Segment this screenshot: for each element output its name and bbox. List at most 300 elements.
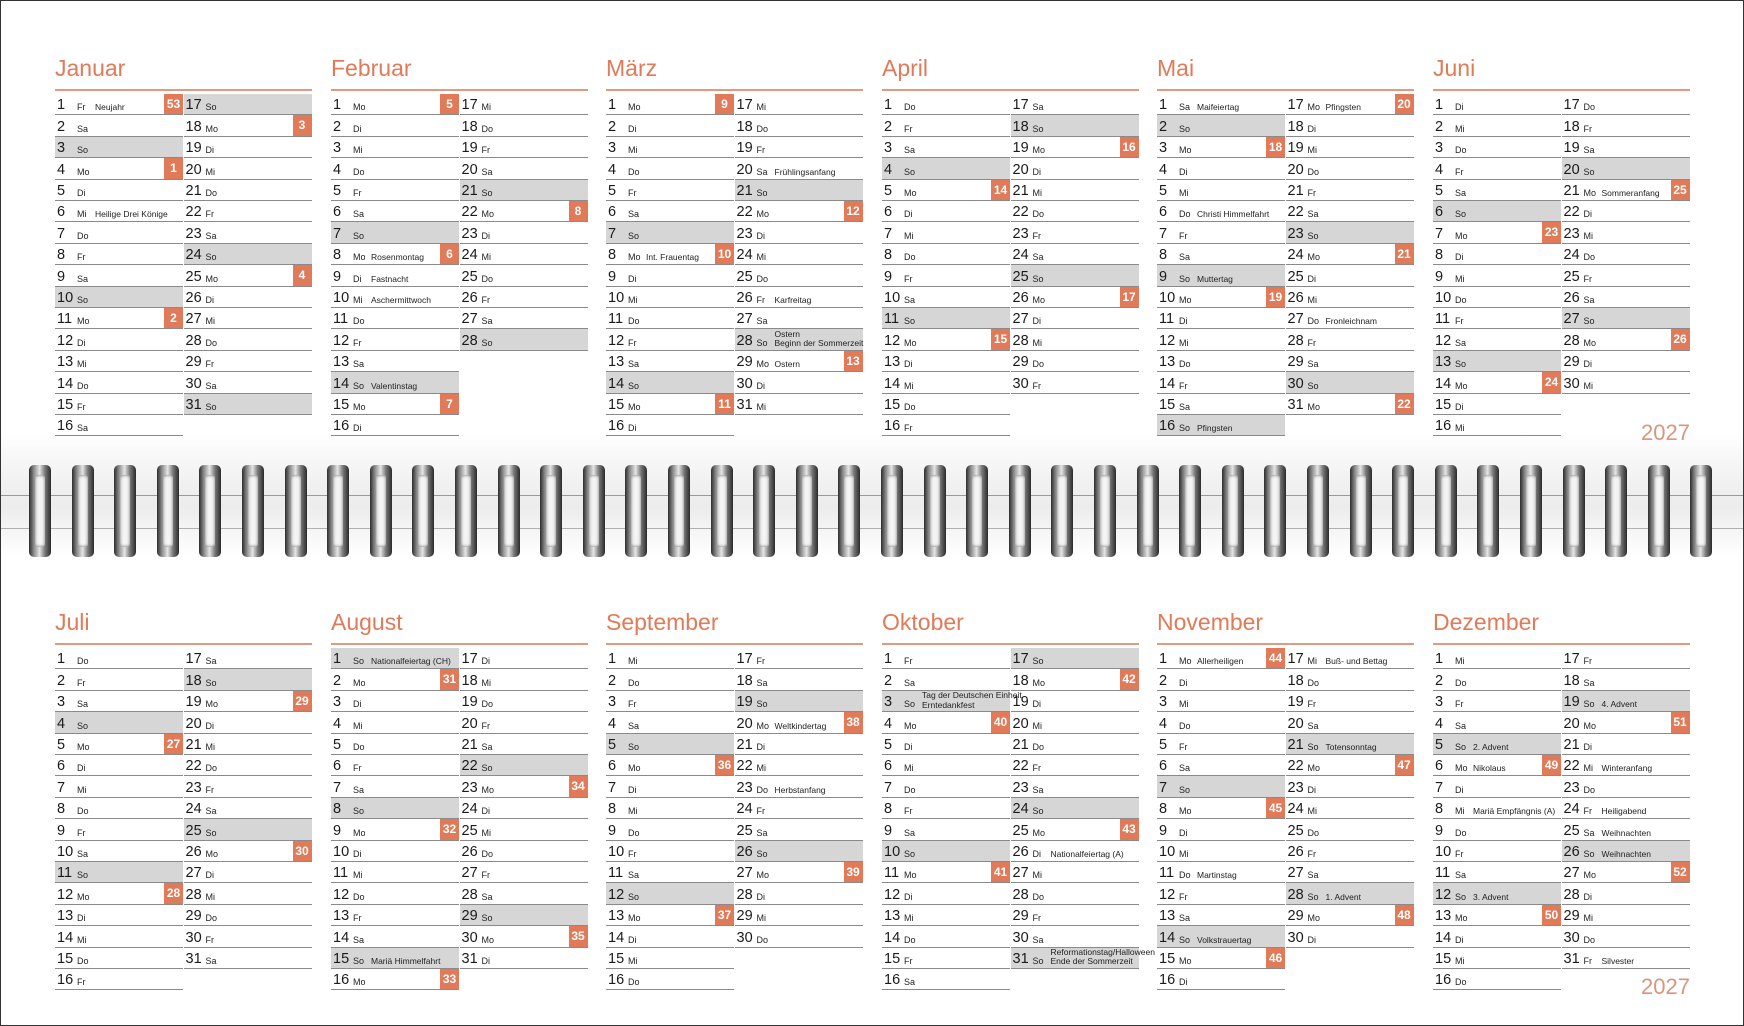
day-number: 3 — [608, 140, 617, 157]
weekday-label: Fr — [77, 252, 86, 263]
weekday-label: Sa — [481, 741, 493, 752]
weekday-label: Mi — [205, 316, 215, 327]
day-number: 14 — [608, 375, 625, 392]
day-number: 12 — [1435, 886, 1452, 903]
weekday-label: Fr — [1032, 380, 1041, 391]
day-number: 9 — [884, 822, 893, 839]
day-cell — [1562, 905, 1690, 926]
day-number: 11 — [608, 311, 624, 328]
spiral-ring — [711, 465, 733, 557]
weekday-label: So — [353, 656, 365, 667]
day-number: 10 — [608, 289, 625, 306]
day-cell — [882, 158, 1010, 179]
weekday-label: Fr — [904, 273, 913, 284]
day-cell — [606, 776, 734, 797]
day-cell — [735, 201, 863, 222]
weekday-label: Di — [1307, 273, 1316, 284]
weekday-label: Fr — [1307, 337, 1316, 348]
day-number: 3 — [1159, 140, 1168, 157]
day-number: 5 — [608, 182, 617, 199]
day-number: 5 — [333, 182, 342, 199]
weekday-label: Do — [756, 934, 769, 945]
day-cell — [606, 905, 734, 926]
calendar-week-badge: 45 — [1266, 798, 1285, 818]
day-number: 11 — [333, 865, 349, 882]
day-cell — [882, 372, 1010, 393]
day-number: 16 — [1435, 418, 1452, 435]
weekday-label: Mi — [1455, 955, 1465, 966]
weekday-label: So — [1455, 891, 1467, 902]
weekday-label: Do — [353, 741, 365, 752]
day-cell — [184, 201, 312, 222]
day-cell — [1286, 691, 1414, 712]
day-cell — [55, 648, 183, 669]
day-number: 20 — [1287, 715, 1304, 732]
weekday-label: Fr — [904, 955, 913, 966]
day-cell — [882, 926, 1010, 947]
day-cell — [1433, 351, 1561, 372]
weekday-label: Di — [1179, 316, 1188, 327]
weekday-label: Do — [628, 827, 640, 838]
weekday-label: Di — [353, 273, 362, 284]
day-number: 10 — [57, 843, 74, 860]
holiday-label: Maifeiertag — [1197, 102, 1240, 113]
spiral-ring — [1009, 465, 1031, 557]
weekday-label: Di — [756, 891, 765, 902]
weekday-label: Fr — [756, 806, 765, 817]
day-cell — [184, 222, 312, 243]
day-cell — [55, 948, 183, 969]
weekday-label: So — [205, 827, 217, 838]
day-cell — [1011, 734, 1139, 755]
day-number: 5 — [1159, 736, 1168, 753]
day-cell — [1157, 926, 1285, 947]
day-cell — [1562, 115, 1690, 136]
day-cell — [55, 308, 183, 329]
day-cell — [331, 351, 459, 372]
day-number: 28 — [736, 886, 753, 903]
day-number: 25 — [736, 268, 753, 285]
spiral-ring — [199, 465, 221, 557]
weekday-label: Fr — [904, 656, 913, 667]
day-cell — [1011, 287, 1139, 308]
weekday-label: Do — [1179, 720, 1191, 731]
day-cell — [331, 372, 459, 393]
month-underline — [1157, 643, 1414, 645]
day-cell — [1286, 394, 1414, 415]
day-number: 10 — [884, 289, 901, 306]
weekday-label: Do — [904, 784, 916, 795]
weekday-label: Mo — [1179, 294, 1192, 305]
day-number: 27 — [1563, 865, 1580, 882]
day-number: 13 — [884, 908, 901, 925]
day-number: 13 — [57, 908, 74, 925]
weekday-label: Mi — [481, 102, 491, 113]
weekday-label: Do — [1583, 784, 1596, 795]
weekday-label: Mi — [481, 677, 491, 688]
day-number: 6 — [57, 204, 66, 221]
day-number: 18 — [1012, 672, 1029, 689]
day-number: 18 — [736, 672, 753, 689]
day-cell — [735, 926, 863, 947]
weekday-label: Mo — [904, 337, 917, 348]
holiday-label: Weltkindertag — [774, 720, 827, 731]
weekday-label: Mo — [1307, 401, 1321, 412]
day-number: 24 — [736, 247, 753, 264]
spiral-ring — [540, 465, 562, 557]
day-number: 2 — [333, 118, 342, 135]
calendar-week-badge: 21 — [1395, 244, 1414, 264]
day-cell — [460, 883, 588, 904]
weekday-label: Di — [1179, 827, 1188, 838]
weekday-label: Sa — [904, 677, 916, 688]
weekday-label: So — [353, 380, 365, 391]
weekday-label: So — [481, 763, 493, 774]
day-number: 15 — [608, 950, 625, 967]
day-cell — [331, 308, 459, 329]
day-number: 1 — [1435, 651, 1444, 668]
weekday-label: Mi — [1032, 720, 1042, 731]
weekday-label: Sa — [1583, 827, 1595, 838]
day-number: 9 — [884, 268, 893, 285]
day-number: 30 — [736, 929, 753, 946]
day-cell — [1157, 222, 1285, 243]
spiral-ring — [412, 465, 434, 557]
day-cell — [1562, 180, 1690, 201]
holiday-label: Nationalfeiertag (A) — [1050, 848, 1124, 859]
day-number: 30 — [1287, 375, 1304, 392]
weekday-label: Mo — [1032, 145, 1046, 156]
day-cell — [1286, 158, 1414, 179]
weekday-label: Mo — [1583, 870, 1597, 881]
weekday-label: Do — [1307, 166, 1320, 177]
weekday-label: Fr — [353, 763, 362, 774]
day-number: 27 — [1012, 311, 1029, 328]
day-number: 4 — [1435, 715, 1444, 732]
weekday-label: Do — [77, 230, 89, 241]
calendar-week-badge: 36 — [715, 755, 734, 775]
weekday-label: Di — [1307, 123, 1316, 134]
weekday-label: So — [205, 401, 217, 412]
weekday-label: Mo — [1032, 294, 1046, 305]
month-name: Mai — [1157, 55, 1195, 81]
day-cell — [882, 244, 1010, 265]
day-cell — [882, 201, 1010, 222]
weekday-label: Sa — [353, 359, 365, 370]
weekday-label: So — [1307, 741, 1319, 752]
day-cell — [1433, 691, 1561, 712]
spiral-ring — [1563, 465, 1585, 557]
weekday-label: Di — [1032, 848, 1041, 859]
day-cell — [1157, 287, 1285, 308]
day-cell — [55, 287, 183, 308]
weekday-label: Fr — [1583, 955, 1592, 966]
weekday-label: So — [628, 741, 640, 752]
day-cell — [1157, 691, 1285, 712]
day-cell — [460, 137, 588, 158]
day-cell — [184, 862, 312, 883]
weekday-label: So — [481, 913, 493, 924]
day-number: 17 — [461, 97, 478, 114]
weekday-label: Mo — [1455, 913, 1468, 924]
weekday-label: Di — [481, 955, 490, 966]
day-cell — [1157, 308, 1285, 329]
day-number: 14 — [333, 929, 350, 946]
weekday-label: Fr — [1179, 891, 1188, 902]
spiral-ring — [1690, 465, 1712, 557]
day-cell — [1433, 669, 1561, 690]
day-number: 29 — [1563, 908, 1580, 925]
day-number: 13 — [1435, 908, 1452, 925]
day-cell — [1011, 883, 1139, 904]
weekday-label: Do — [1032, 359, 1045, 370]
day-cell — [460, 308, 588, 329]
day-cell — [184, 180, 312, 201]
weekday-label: Sa — [628, 720, 640, 731]
day-cell — [1011, 115, 1139, 136]
day-number: 7 — [608, 225, 617, 242]
day-number: 11 — [333, 311, 349, 328]
day-cell — [1011, 158, 1139, 179]
day-number: 4 — [333, 161, 342, 178]
month-underline — [882, 643, 1139, 645]
day-cell — [1286, 883, 1414, 904]
weekday-label: So — [1179, 123, 1191, 134]
day-number: 16 — [333, 972, 350, 989]
weekday-label: So — [904, 848, 916, 859]
day-number: 10 — [333, 289, 350, 306]
weekday-label: Mo — [904, 720, 917, 731]
month-underline — [606, 643, 863, 645]
day-cell — [460, 265, 588, 286]
day-cell — [55, 180, 183, 201]
day-cell — [55, 905, 183, 926]
weekday-label: So — [1179, 934, 1191, 945]
weekday-label: Sa — [481, 891, 493, 902]
day-cell — [1157, 137, 1285, 158]
calendar-week-badge: 13 — [844, 351, 863, 371]
day-cell — [184, 158, 312, 179]
weekday-label: Fr — [1583, 123, 1592, 134]
spiral-ring — [72, 465, 94, 557]
weekday-label: Fr — [205, 934, 214, 945]
day-cell — [1011, 841, 1139, 862]
day-number: 31 — [1012, 950, 1029, 967]
weekday-label: Di — [756, 380, 765, 391]
day-number: 13 — [57, 354, 74, 371]
weekday-label: Mi — [1307, 145, 1317, 156]
weekday-label: Di — [904, 359, 913, 370]
day-number: 20 — [1012, 715, 1029, 732]
weekday-label: Fr — [353, 913, 362, 924]
day-cell — [184, 244, 312, 265]
day-number: 17 — [1563, 97, 1580, 114]
weekday-label: Di — [1032, 166, 1041, 177]
weekday-label: Mi — [628, 656, 638, 667]
weekday-label: Mo — [1179, 656, 1192, 667]
day-cell — [1286, 308, 1414, 329]
day-number: 19 — [1012, 694, 1029, 711]
day-cell — [735, 244, 863, 265]
day-number: 25 — [461, 822, 478, 839]
weekday-label: Mi — [1179, 187, 1189, 198]
day-cell — [460, 948, 588, 969]
day-cell — [606, 265, 734, 286]
day-cell — [606, 415, 734, 436]
weekday-label: Sa — [904, 827, 916, 838]
day-number: 10 — [333, 843, 350, 860]
calendar-week-badge: 31 — [440, 669, 459, 689]
day-number: 19 — [736, 694, 753, 711]
day-number: 31 — [461, 950, 478, 967]
day-number: 25 — [1012, 268, 1029, 285]
day-number: 10 — [1435, 289, 1452, 306]
day-cell — [735, 115, 863, 136]
day-cell — [331, 669, 459, 690]
day-cell — [606, 755, 734, 776]
day-number: 22 — [185, 204, 202, 221]
weekday-label: Mo — [481, 784, 495, 795]
day-cell — [460, 94, 588, 115]
day-cell — [331, 841, 459, 862]
day-number: 16 — [333, 418, 350, 435]
calendar-week-badge: 28 — [164, 883, 183, 903]
day-number: 3 — [608, 694, 617, 711]
weekday-label: Sa — [205, 380, 217, 391]
day-cell — [1011, 372, 1139, 393]
day-cell — [735, 755, 863, 776]
calendar-week-badge: 46 — [1266, 948, 1285, 968]
weekday-label: Fr — [1583, 806, 1592, 817]
day-number: 8 — [884, 247, 893, 264]
weekday-label: Mo — [205, 273, 219, 284]
weekday-label: Fr — [628, 337, 637, 348]
day-cell — [1157, 201, 1285, 222]
month-name: März — [606, 55, 658, 81]
day-number: 23 — [1563, 225, 1580, 242]
day-cell — [1286, 287, 1414, 308]
day-cell — [882, 841, 1010, 862]
day-cell — [460, 287, 588, 308]
day-number: 1 — [1435, 97, 1444, 114]
weekday-label: So — [1455, 359, 1467, 370]
holiday-label: Ostern Beginn der Sommerzeit — [774, 328, 864, 349]
spiral-ring — [1051, 465, 1073, 557]
day-cell — [606, 394, 734, 415]
day-number: 26 — [1012, 289, 1029, 306]
day-cell — [55, 394, 183, 415]
calendar-week-badge: 23 — [1542, 222, 1561, 242]
day-number: 6 — [1159, 758, 1168, 775]
day-number: 4 — [608, 715, 617, 732]
day-number: 23 — [1287, 779, 1304, 796]
weekday-label: Mo — [1179, 145, 1192, 156]
calendar-week-badge: 44 — [1266, 648, 1285, 668]
weekday-label: Do — [1583, 934, 1596, 945]
calendar-week-badge: 32 — [440, 819, 459, 839]
day-number: 29 — [1287, 354, 1304, 371]
weekday-label: Mo — [1583, 187, 1597, 198]
day-number: 7 — [1159, 225, 1168, 242]
day-cell — [331, 819, 459, 840]
day-cell — [1433, 883, 1561, 904]
weekday-label: Fr — [205, 784, 214, 795]
day-cell — [184, 948, 312, 969]
weekday-label: Do — [77, 955, 89, 966]
day-number: 10 — [1159, 289, 1176, 306]
day-number: 1 — [608, 97, 617, 114]
day-cell — [882, 137, 1010, 158]
day-cell — [55, 862, 183, 883]
day-number: 7 — [57, 225, 66, 242]
day-cell — [184, 372, 312, 393]
weekday-label: Fr — [628, 187, 637, 198]
weekday-label: So — [1307, 230, 1319, 241]
holiday-label: 4. Advent — [1601, 699, 1637, 710]
day-number: 7 — [608, 779, 617, 796]
day-number: 23 — [736, 779, 753, 796]
day-number: 18 — [1287, 672, 1304, 689]
day-number: 12 — [333, 886, 350, 903]
day-number: 2 — [1435, 672, 1444, 689]
day-cell — [882, 287, 1010, 308]
day-cell — [606, 669, 734, 690]
day-number: 24 — [461, 801, 478, 818]
weekday-label: So — [904, 699, 916, 710]
day-cell — [606, 287, 734, 308]
day-cell — [331, 883, 459, 904]
day-cell — [1157, 94, 1285, 115]
day-number: 8 — [57, 247, 66, 264]
weekday-label: Mo — [628, 913, 641, 924]
month-underline — [331, 643, 588, 645]
calendar-week-badge: 18 — [1266, 137, 1285, 157]
weekday-label: Mo — [1583, 337, 1597, 348]
day-cell — [55, 351, 183, 372]
day-number: 18 — [185, 672, 202, 689]
weekday-label: Di — [1583, 741, 1592, 752]
day-cell — [735, 819, 863, 840]
day-cell — [1562, 819, 1690, 840]
day-cell — [184, 329, 312, 350]
day-number: 5 — [57, 182, 66, 199]
day-cell — [331, 115, 459, 136]
day-cell — [55, 415, 183, 436]
weekday-label: Di — [1455, 252, 1464, 263]
day-number: 27 — [1012, 865, 1029, 882]
weekday-label: Di — [904, 891, 913, 902]
day-number: 15 — [1435, 396, 1452, 413]
day-cell — [184, 691, 312, 712]
day-cell — [1286, 351, 1414, 372]
day-number: 7 — [333, 779, 342, 796]
day-number: 15 — [884, 950, 901, 967]
day-cell — [1011, 329, 1139, 350]
holiday-label: Valentinstag — [371, 380, 418, 391]
day-number: 26 — [1012, 843, 1029, 860]
weekday-label: Mo — [205, 123, 219, 134]
month-name: Juli — [55, 609, 90, 635]
year-label-bottom: 2027 — [1641, 974, 1690, 999]
weekday-label: Sa — [205, 955, 217, 966]
day-cell — [735, 265, 863, 286]
holiday-label: Sommeranfang — [1601, 187, 1660, 198]
weekday-label: Di — [77, 187, 86, 198]
weekday-label: So — [1583, 166, 1595, 177]
day-number: 7 — [884, 779, 893, 796]
day-number: 26 — [1287, 843, 1304, 860]
weekday-label: Do — [756, 273, 769, 284]
